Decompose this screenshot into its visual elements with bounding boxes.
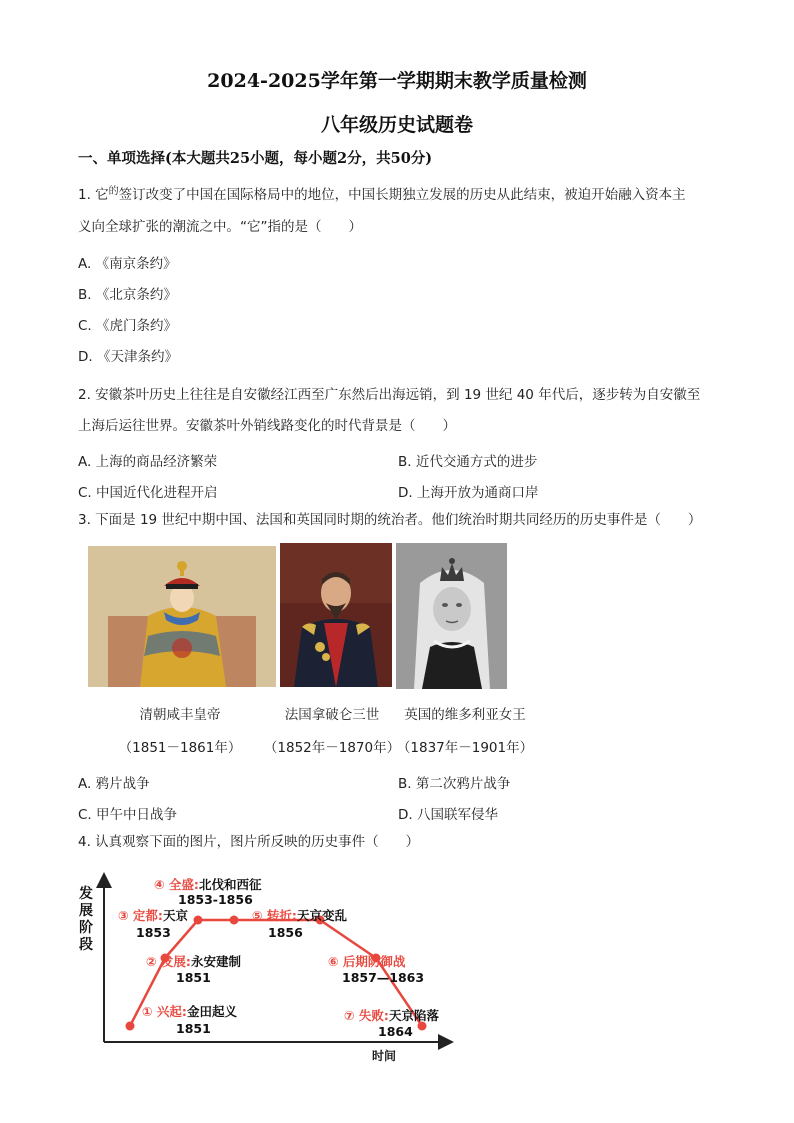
stage-year: 1864 [378, 1024, 413, 1039]
stage-label [154, 877, 262, 892]
portrait-queen-victoria [396, 543, 507, 689]
stage-label [344, 1008, 439, 1023]
stage-number: ⑥ 后期防御战 [328, 954, 406, 969]
stage-label [142, 1004, 237, 1019]
portrait-napoleon-iii [280, 543, 392, 687]
q1-stem-prefix: 1. 它 [78, 187, 109, 203]
portrait1-years: （1851－1861年） [118, 740, 242, 756]
taiping-stage-chart [70, 870, 490, 1065]
stage-number: ⑤ 转折: [252, 908, 297, 923]
stage-label [252, 908, 347, 923]
q3-option-a[interactable]: A. 鸦片战争 [78, 776, 150, 792]
stage-event: 金田起义 [186, 1004, 237, 1019]
q2-option-c[interactable]: C. 中国近代化进程开启 [78, 485, 218, 501]
q3-stem: 3. 下面是 19 世纪中期中国、法国和英国同时期的统治者。他们统治时期共同经历的历史事件是（ ） [78, 512, 702, 528]
portrait1-name: 清朝咸丰皇帝 [139, 707, 221, 723]
portrait-xianfeng-emperor [88, 546, 276, 687]
stage-year: 1851 [176, 970, 211, 985]
y-axis-label-char: 发 [79, 886, 93, 902]
y-axis-label [78, 885, 93, 953]
q2-stem-line1: 2. 安徽茶叶历史上往往是自安徽经江西至广东然后出海远销，到 19 世纪 40 年代后，逐步转为自安徽至 [78, 387, 701, 403]
stage-event: 天京陷落 [388, 1008, 439, 1023]
stage-year: 1853 [136, 925, 171, 940]
stage-label [328, 954, 406, 969]
exam-title: 2024-2025学年第一学期期末教学质量检测 [207, 70, 587, 92]
y-axis-label-char: 展 [79, 903, 93, 919]
q1-option-b[interactable]: B. 《北京条约》 [78, 287, 177, 303]
portrait2-name: 法国拿破仑三世 [284, 707, 380, 723]
victoria-portrait-image [396, 543, 507, 689]
q3-option-b[interactable]: B. 第二次鸦片战争 [398, 776, 511, 792]
stage-year: 1853-1856 [178, 892, 253, 907]
q1-stem-line1 [78, 180, 686, 211]
x-axis-label: 时间 [372, 1049, 397, 1063]
q1-option-a[interactable]: A. 《南京条约》 [78, 256, 177, 272]
y-axis-label-char: 阶 [79, 920, 93, 936]
q2-option-a[interactable]: A. 上海的商品经济繁荣 [78, 454, 218, 470]
stage-number: ⑦ 失败: [344, 1008, 389, 1023]
stage-year: 1851 [176, 1021, 211, 1036]
stage-number: ④ 全盛: [154, 877, 199, 892]
emperor-portrait-image [88, 546, 276, 687]
stage-number: ① 兴起: [142, 1004, 187, 1019]
portrait2-years: （1852年－1870年） [263, 740, 401, 756]
q4-stem: 4. 认真观察下面的图片，图片所反映的历史事件（ ） [78, 834, 420, 850]
stage-number: ③ 定都: [118, 908, 163, 923]
y-axis-label-char: 段 [79, 937, 93, 953]
q1-stem-line2: 义向全球扩张的潮流之中。“它”指的是（ ） [78, 219, 362, 235]
exam-subtitle: 八年级历史试题卷 [320, 114, 473, 136]
q2-stem-line2: 上海后运往世界。安徽茶叶外销线路变化的时代背景是（ ） [78, 418, 456, 434]
stage-label [118, 908, 188, 923]
stage-year: 1857—1863 [342, 970, 425, 985]
q1-stem-rest: 签订改变了中国在国际格局中的地位，中国长期独立发展的历史从此结束，被迫开始融入资本主 [118, 187, 686, 203]
q3-option-d[interactable]: D. 八国联军侵华 [398, 807, 498, 823]
stage-event: 永安建制 [190, 954, 241, 969]
portrait3-years: （1837年－1901年） [396, 740, 534, 756]
stage-year: 1856 [268, 925, 303, 940]
section-heading: 一、单项选择(本大题共25小题，每小题2分，共50分) [78, 150, 433, 167]
q3-option-c[interactable]: C. 甲午中日战争 [78, 807, 178, 823]
q1-option-d[interactable]: D. 《天津条约》 [78, 349, 178, 365]
stage-label [146, 954, 241, 969]
stage-point [194, 916, 203, 925]
q1-option-c[interactable]: C. 《虎门条约》 [78, 318, 178, 334]
stage-event: 天京 [162, 908, 188, 923]
stage-number: ② 发展: [146, 954, 191, 969]
q2-option-d[interactable]: D. 上海开放为通商口岸 [398, 485, 539, 501]
stage-point [230, 916, 239, 925]
q1-stem-sup: 的 [108, 186, 119, 197]
stage-point [126, 1022, 135, 1031]
stage-event: 北伐和西征 [198, 877, 262, 892]
portrait3-name: 英国的维多利亚女王 [404, 707, 526, 723]
napoleon-portrait-image [280, 543, 392, 687]
stage-event: 天京变乱 [296, 908, 347, 923]
q2-option-b[interactable]: B. 近代交通方式的进步 [398, 454, 538, 470]
